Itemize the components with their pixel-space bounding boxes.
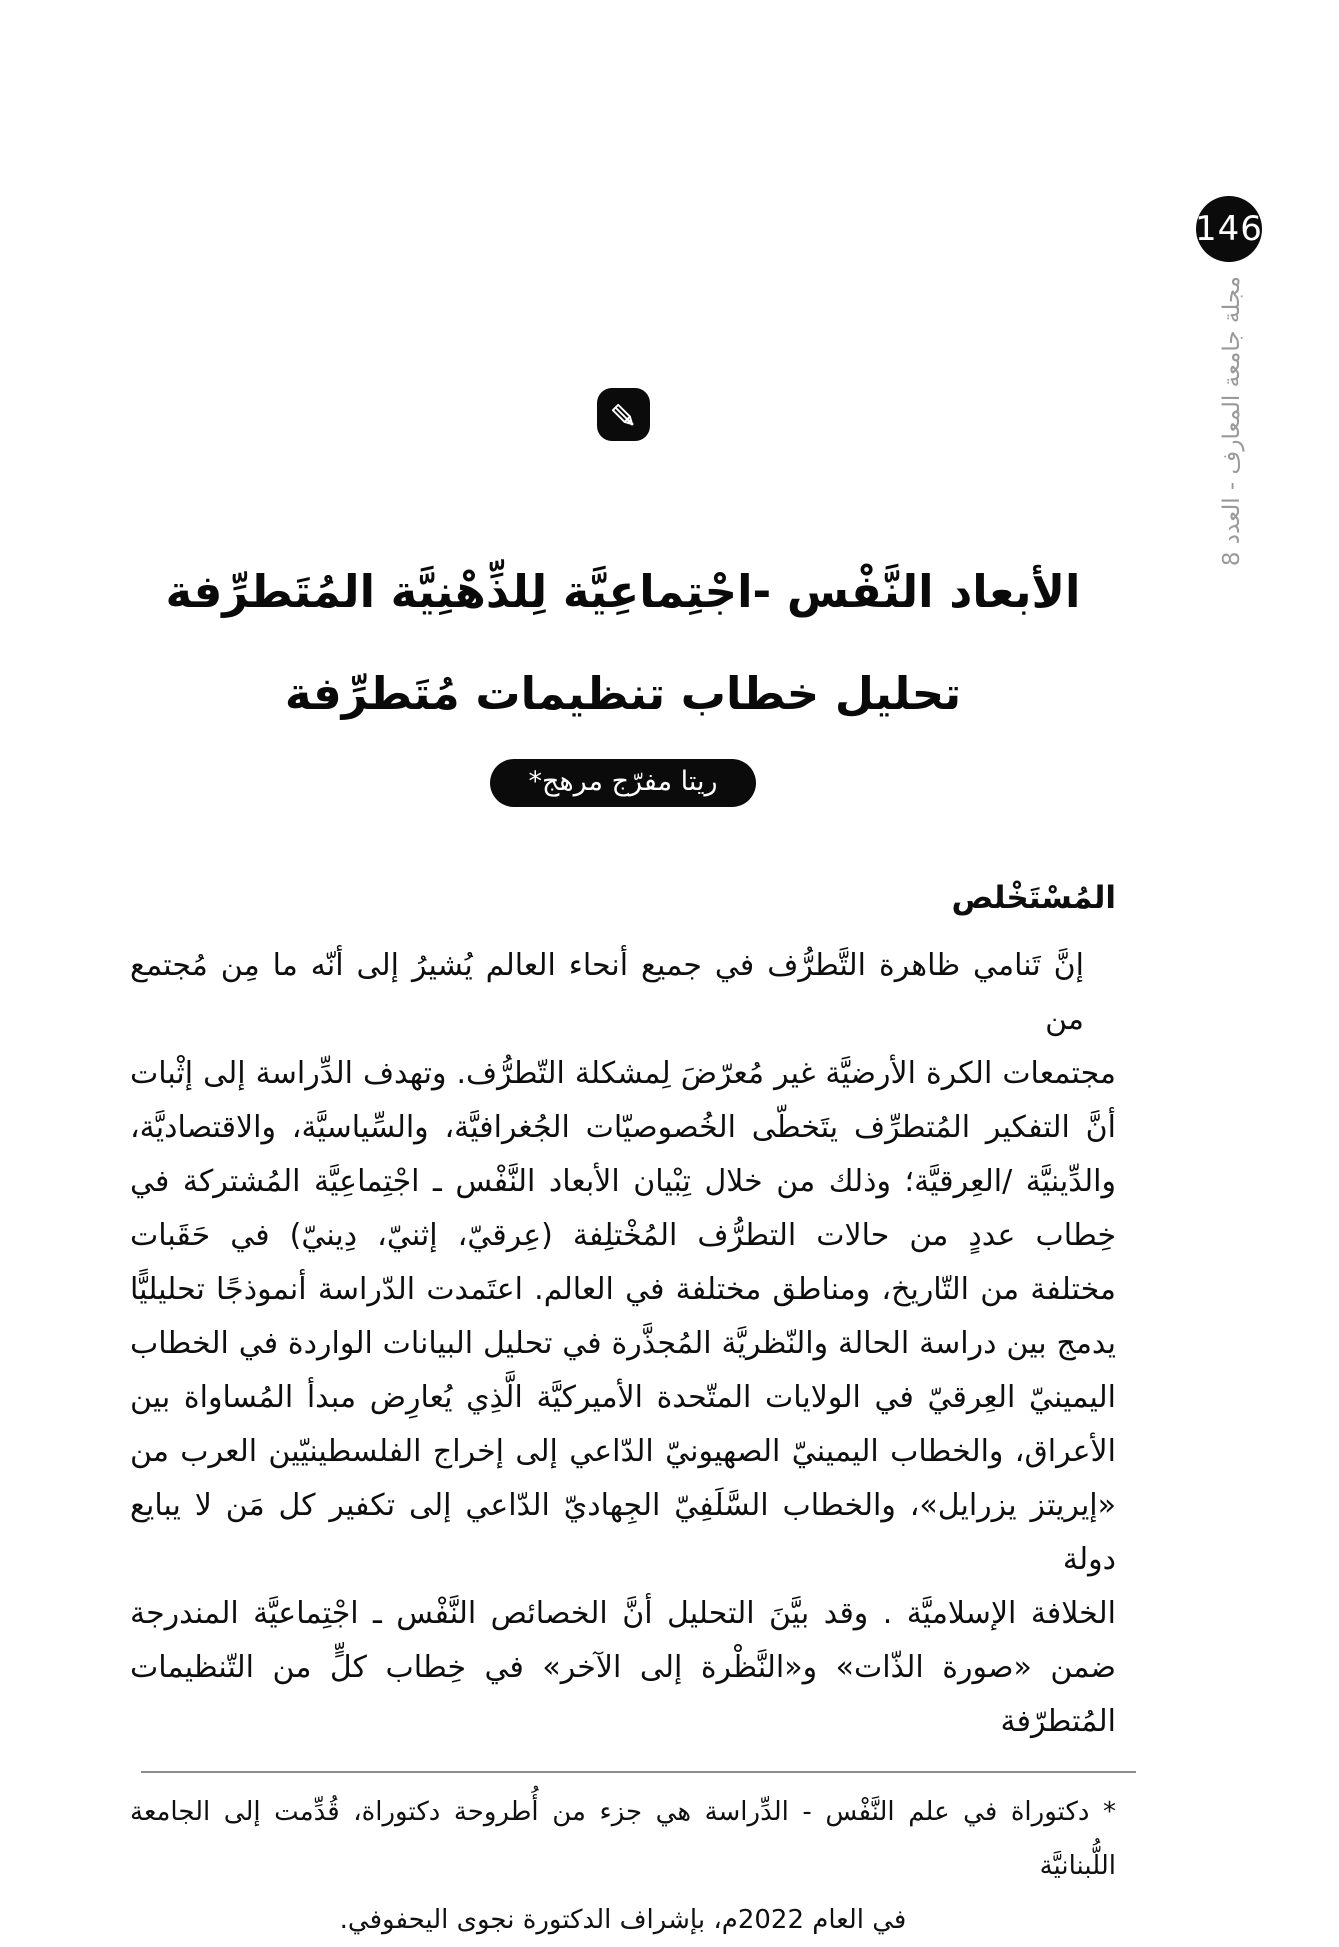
footnote-divider — [141, 1771, 1136, 1773]
abstract-line: والدِّينيَّة /العِرقيَّة؛ وذلك من خلال تِبْيان الأبعاد النَّفْس ـ اجْتِماعِيَّة المُشتركة في — [130, 1164, 1116, 1199]
abstract-line: مجتمعات الكرة الأرضيَّة غير مُعرّضَ لِمشكلة التّطرُّف. وتهدف الدِّراسة إلى إثْبات — [130, 1056, 1116, 1091]
footnote-line: * دكتوراة في علم النَّفْس - الدِّراسة هي جزء من أُطروحة دكتوراة، قُدِّمت إلى الجامعة اللُّبنانيَّة — [130, 1797, 1116, 1881]
abstract-line: اليمينيّ العِرقيّ في الولايات المتّحدة الأميركيَّة الَّذِي يُعارِض مبدأ المُساواة بين — [130, 1380, 1116, 1415]
abstract-line: «إيريتز يزرايل»، والخطاب السَّلَفِيّ الجِهاديّ الدّاعي إلى تكفير كل مَن لا يبايع دولة — [130, 1488, 1116, 1577]
abstract-heading: المُسْتَخْلص — [951, 880, 1116, 916]
article-title-line1: الأبعاد النَّفْس -اجْتِماعِيَّة لِلذِّهْنِيَّة المُتَطرِّفة — [165, 565, 1081, 618]
footnote-line: في العام 2022م، بإشراف الدكتورة نجوى اليحفوفي. — [339, 1905, 907, 1935]
article-title-line2: تحليل خطاب تنظيمات مُتَطرِّفة — [284, 667, 962, 720]
footnote — [130, 1785, 1116, 1947]
abstract-line: ضمن «صورة الذّات» و«النَّظْرة إلى الآخر» في خِطاب كلٍّ من التّنظيمات المُتطرّفة — [130, 1650, 1116, 1739]
journal-sidebar-label: مجلة جامعة المعارف - العدد 8 — [1219, 276, 1245, 567]
page-number-badge — [1196, 196, 1262, 262]
abstract-line: مختلفة من التّاريخ، ومناطق مختلفة في العالم. اعتَمدت الدّراسة أنموذجًا تحليليًّا — [130, 1272, 1116, 1307]
article-content — [130, 0, 1116, 1947]
abstract-line: الأعراق، والخطاب اليمينيّ الصهيونيّ الدّاعي إلى إخراج الفلسطينيّين العرب من — [130, 1434, 1116, 1469]
article-title — [130, 541, 1116, 745]
abstract-body — [130, 939, 1116, 1749]
abstract-line: الخلافة الإسلاميَّة . وقد بيَّنَ التحليل أنَّ الخصائص النَّفْس ـ اجْتِماعيَّة المندرجة — [130, 1596, 1116, 1631]
pencil-icon — [597, 388, 650, 441]
page-number: 146 — [1195, 209, 1263, 249]
abstract-line: إنَّ تَنامي ظاهرة التَّطرُّف في جميع أنحاء العالم يُشيرُ إلى أنّه ما مِن مُجتمع من — [130, 948, 1084, 1037]
author-pill: ريتا مفرّج مرهج* — [490, 759, 755, 807]
abstract-line: خِطاب عددٍ من حالات التطرُّف المُخْتلِفة (عِرقيّ، إثنيّ، دِينيّ) في حَقَبات — [130, 1218, 1116, 1253]
abstract-line: أنَّ التفكير المُتطرِّف يتَخطّى الخُصوصيّات الجُغرافيَّة، والسِّياسيَّة، والاقتصاديَّة، — [130, 1110, 1116, 1145]
abstract-line: يدمج بين دراسة الحالة والنّظريَّة المُجذَّرة في تحليل البيانات الواردة في الخطاب — [130, 1326, 1116, 1361]
